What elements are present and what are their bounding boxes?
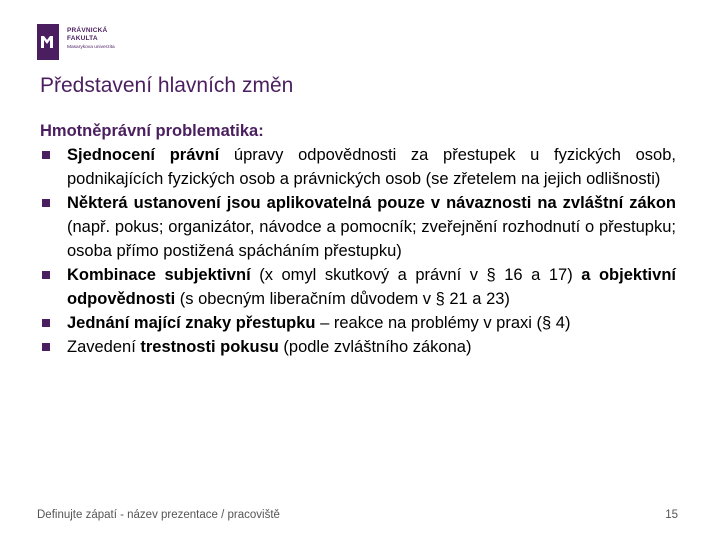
bullet-text: (např. pokus; organizátor, návodce a pomocník; zveřejnění rozhodnutí o přestupku; osoba přímo postižená spácháním přestupku)	[67, 218, 676, 260]
bullet-text: úpravy odpovědnosti za přestupek u fyzických osob, podnikajících fyzických osob a právnických osob (se zřetelem na jejich odlišnosti)	[67, 146, 676, 188]
square-bullet-icon	[42, 319, 50, 327]
bullet-item	[40, 335, 676, 359]
bullet-text: (s obecným liberačním důvodem v § 21 a 23)	[175, 290, 510, 308]
logo-line-3: Masarykova univerzita	[67, 45, 115, 50]
bullet-item	[40, 311, 676, 335]
bullet-item	[40, 191, 676, 263]
footer-text: Definujte zápatí - název prezentace / pracoviště	[37, 509, 280, 521]
bullet-text: Zavedení	[67, 338, 141, 356]
bullet-text: – reakce na problémy v praxi (§ 4)	[315, 314, 571, 332]
bullet-text-bold: Kombinace subjektivní	[67, 266, 251, 284]
logo-line-2: FAKULTA	[67, 35, 98, 42]
bullet-text: (podle zvláštního zákona)	[278, 338, 472, 356]
logo-text	[67, 27, 115, 52]
page-number: 15	[665, 509, 678, 521]
bullet-item	[40, 143, 676, 191]
bullet-text-bold: Jednání mající znaky přestupku	[67, 314, 316, 332]
logo-line-1: PRÁVNICKÁ	[67, 27, 108, 34]
mu-logo-icon	[37, 24, 59, 60]
square-bullet-icon	[42, 271, 50, 279]
slide-title: Představení hlavních změn	[40, 74, 294, 97]
bullet-text: (x omyl skutkový a právní v § 16 a 17)	[250, 266, 582, 284]
subheading: Hmotněprávní problematika:	[40, 122, 264, 140]
bullet-text-bold: a objektivní odpovědnosti	[67, 266, 676, 308]
bullet-list	[40, 143, 676, 359]
square-bullet-icon	[42, 151, 50, 159]
square-bullet-icon	[42, 199, 50, 207]
bullet-text-bold: Sjednocení právní	[67, 146, 220, 164]
faculty-logo	[37, 24, 132, 60]
square-bullet-icon	[42, 343, 50, 351]
slide-content	[40, 119, 676, 359]
bullet-text-bold: Některá ustanovení jsou aplikovatelná pouze v návaznosti na zvláštní zákon	[67, 194, 676, 212]
bullet-item	[40, 263, 676, 311]
bullet-text-bold: trestnosti pokusu	[140, 338, 279, 356]
